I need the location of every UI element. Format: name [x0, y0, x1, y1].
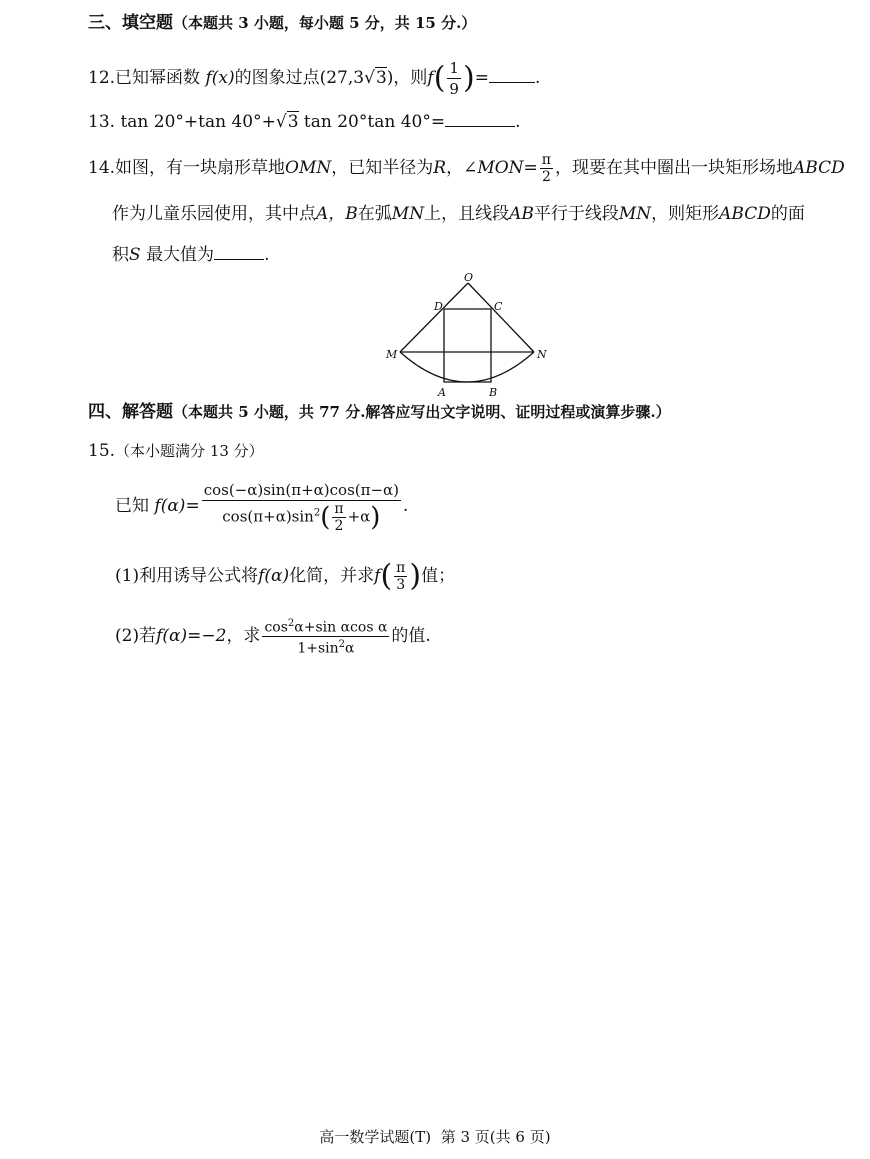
q15-main-fraction [202, 480, 401, 534]
q12-end: . [534, 68, 541, 88]
sector-figure [380, 272, 560, 402]
q14-ab-points: A，B [316, 204, 358, 224]
q14-text: ，∠ [446, 158, 478, 178]
q15-p2-f: f(α)=−2 [156, 626, 227, 646]
q15-dot: . [403, 496, 409, 516]
q14-fraction [540, 152, 553, 185]
q14-text: ，已知半径为 [331, 158, 434, 178]
label-n: N [537, 348, 547, 361]
q15-p2-den-b: α [345, 640, 355, 657]
q15-p2-text: ，求 [226, 626, 261, 646]
q14-mn: MN [618, 204, 652, 224]
q15-given-label: 已知 [115, 496, 149, 516]
q14-text: 在弧 [357, 204, 392, 224]
q15-p1-frac-num: π [396, 560, 406, 576]
right-paren: ) [409, 558, 422, 594]
q15-p1-text: 化简，并求 [289, 566, 375, 586]
q15-part1 [115, 558, 455, 594]
q15-p1-text: (1)利用诱导公式将 [115, 566, 259, 586]
section4-heading-line [88, 401, 671, 423]
label-m: M [386, 348, 398, 361]
rectangle-abcd [444, 309, 491, 382]
left-paren: ( [380, 558, 393, 594]
q15-den-sup: 2 [313, 507, 321, 518]
q14-ab: AB [509, 204, 534, 224]
q15-given [115, 476, 408, 536]
q12-frac-den: 9 [449, 80, 459, 98]
q15-p2-den-a: 1+sin [297, 640, 339, 657]
q15-p2-num-b: α+sin αcos α [294, 620, 388, 636]
footer-title: 高一数学试题(T) [319, 1128, 432, 1146]
q14-text: ，则矩形 [651, 204, 720, 224]
q15-den-fraction [332, 501, 345, 534]
page-footer [0, 1126, 870, 1147]
q15-p1-fraction [394, 560, 407, 593]
q14-mon: MON [477, 158, 524, 178]
left-paren: ( [320, 502, 331, 532]
q14-text: 平行于线段 [533, 204, 619, 224]
q13-expr-b: tan 20°tan 40°= [303, 112, 446, 132]
radius-on [468, 283, 534, 352]
q14-frac-num: π [541, 152, 551, 168]
right-paren: ) [370, 502, 381, 532]
q15-score: （本小题满分 13 分） [115, 442, 264, 460]
q15-p1-text: 值； [421, 566, 456, 586]
q13-expr-a: tan 20°+tan 40°+ [120, 112, 276, 132]
q13-number: 13. [88, 112, 116, 132]
q14-number: 14. [88, 158, 116, 178]
q14-answer-blank[interactable] [214, 243, 264, 260]
left-paren: ( [433, 60, 446, 96]
q14-text: 上，且线段 [424, 204, 510, 224]
q15-p2-num-a: cos [264, 620, 288, 636]
q15-den-a: cos(π+α)sin [222, 507, 314, 525]
q12-func: f(x) [205, 68, 235, 88]
q15-numerator: cos(−α)sin(π+α)cos(π−α) [203, 480, 400, 499]
question-13 [88, 110, 520, 133]
label-b: B [489, 386, 498, 399]
q12-text-then: ，则 [393, 68, 428, 88]
label-d: D [434, 300, 443, 313]
q14-abcd: ABCD [793, 158, 845, 178]
q14-text: 最大值为 [146, 245, 215, 265]
arc-mn [400, 352, 534, 382]
q12-frac-num: 1 [449, 59, 459, 77]
q12-text-mid: 的图象过点 [234, 68, 320, 88]
question-14-line2 [112, 203, 805, 225]
q12-eq: = [474, 68, 489, 88]
q13-sqrt-arg: 3 [287, 112, 299, 132]
question-14-line3 [112, 243, 269, 266]
q14-r: R [433, 158, 447, 178]
q12-fraction [447, 58, 461, 99]
q13-answer-blank[interactable] [445, 110, 515, 127]
q15-p2-text: (2)若 [115, 626, 157, 646]
q14-frac-den: 2 [541, 169, 551, 185]
q12-answer-blank[interactable] [489, 66, 535, 83]
q12-sqrt-arg: 3 [375, 68, 387, 88]
footer-page-number: 第 3 页(共 6 页) [440, 1128, 551, 1146]
question-15-header [88, 440, 264, 462]
q12-text: 已知幂函数 [115, 68, 201, 88]
q15-part2 [115, 614, 431, 658]
label-c: C [494, 300, 503, 313]
q15-p2-fraction [262, 616, 389, 656]
q12-point-b: ) [386, 68, 394, 88]
q13-end: . [515, 112, 521, 132]
section3-heading-line [88, 12, 476, 34]
q15-p2-numerator [262, 616, 389, 636]
radius-om [400, 283, 468, 352]
q12-number: 12. [88, 68, 116, 88]
q14-text: ，现要在其中圈出一块矩形场地 [555, 158, 793, 178]
q15-den-frac-num: π [334, 500, 344, 517]
q14-s: S [129, 245, 141, 265]
q15-p1-frac-den: 3 [396, 577, 406, 593]
section4-heading: 四、解答题 [88, 402, 173, 422]
q15-den-b: +α [347, 507, 371, 525]
q15-f-alpha: f(α)= [154, 496, 200, 516]
q15-number: 15. [88, 441, 116, 461]
q14-text: 作为儿童乐园使用，其中点 [112, 204, 316, 224]
q14-text: 如图，有一块扇形草地 [115, 158, 286, 178]
q15-p2-denominator [295, 637, 356, 657]
q15-p2-num-sup: 2 [287, 618, 295, 630]
q14-omn: OMN [285, 158, 332, 178]
question-12 [88, 58, 540, 99]
right-paren: ) [462, 60, 475, 96]
section3-note: （本题共 3 小题，每小题 5 分，共 15 分.） [173, 14, 477, 32]
label-o: O [464, 272, 474, 284]
q14-abcd: ABCD [719, 204, 771, 224]
q15-p2-text: 的值. [391, 626, 431, 646]
q15-denominator [220, 501, 382, 534]
section4-note: （本题共 5 小题，共 77 分.解答应写出文字说明、证明过程或演算步骤.） [173, 403, 671, 421]
q14-eq: = [523, 158, 538, 178]
sqrt-sign: √ [275, 112, 287, 132]
q12-point-a: (27,3 [319, 68, 365, 88]
question-14-line1 [88, 152, 845, 185]
q15-den-frac-den: 2 [334, 517, 344, 534]
section3-heading: 三、填空题 [88, 13, 173, 33]
label-a: A [438, 386, 446, 399]
q15-p1-f: f(α) [258, 566, 290, 586]
q15-p1-f2: f [374, 566, 381, 586]
q14-text: 的面 [770, 204, 805, 224]
q14-mn: MN [391, 204, 425, 224]
sqrt-sign: √ [364, 68, 375, 88]
q14-text: 积 [112, 245, 129, 265]
q12-f: f [427, 68, 434, 88]
q15-p2-den-sup: 2 [338, 639, 346, 650]
q14-end: . [264, 245, 270, 265]
